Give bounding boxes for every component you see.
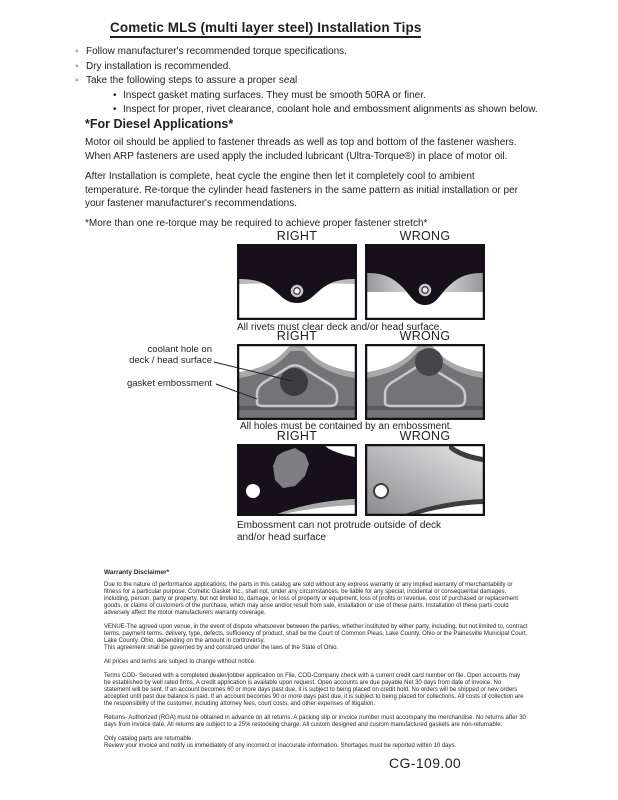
- tip-item: ◦ Dry installation is recommended.: [75, 60, 545, 75]
- row2-wrong-label: WRONG: [399, 329, 451, 343]
- protrusion-wrong-diagram: [365, 444, 485, 516]
- embossment-wrong-art: [365, 344, 485, 420]
- disclaimer-paragraph: VENUE-The agreed upon venue, in the event of dispute whatsoever between the parties, whether instituted by either party, including, but not limited to, contract terms, payment terms, delivery, type, defects, sufficiency of product, shall be the Court of Common Pleas, Lake County, Ohio or the Painesville Municipal Court, Lake County, Ohio, depending on the amount in controversy.: [104, 624, 528, 644]
- bolt-hole: [374, 484, 388, 498]
- diesel-paragraph-1: Motor oil should be applied to fastener threads as well as top and bottom of the fastener washers. When ARP fasteners are used apply the included lubricant (Ultra-Torque®) in place of motor oil.: [85, 137, 517, 162]
- disclaimer-paragraph: Review your invoice and notify us immediately of any incorrect or inaccurate information. Shortages must be reported within 10 days.: [104, 743, 457, 749]
- row1-caption: All rivets must clear deck and/or head surface.: [237, 322, 443, 333]
- diesel-paragraph-3: *More than one re-torque may be required to achieve proper fastener stretch*: [85, 218, 428, 229]
- row3-caption-line1: Embossment can not protrude outside of deck: [237, 520, 442, 531]
- disclaimer-paragraph: Due to the nature of performance applications, the parts in this catalog are sold without any express warranty or any implied warranty of merchantability or fitness for a particular purpose. Cometic Gasket Inc., shall not, under any circumstances, be liable for any special, incidental or consequential damages, including, person, party or property, but not limited to, damage, or loss of property or equipment, loss of profits or revenue, cost of purchased or replacement goods, or claims of customers of the purchase, which may arise and/or result from sale, installation or use of these parts. Installation of these parts could adversely affect the motor manufacturers warranty coverage.: [104, 582, 519, 616]
- bolt-hole: [246, 484, 260, 498]
- coolant-hole-annotation-line1: coolant hole on: [147, 344, 212, 355]
- protrusion-wrong-art: [365, 444, 485, 516]
- coolant-hole: [280, 368, 308, 396]
- rivet-center: [422, 287, 428, 293]
- row3-caption-line2: and/or head surface: [237, 532, 326, 543]
- rivet-right-diagram: [237, 244, 357, 320]
- row3-right-label: RIGHT: [276, 429, 318, 443]
- row1-right-label: RIGHT: [276, 229, 318, 243]
- rivet-center: [294, 288, 300, 294]
- page-code: CG-109.00: [389, 755, 462, 771]
- row2-caption: All holes must be contained by an embossment.: [240, 421, 453, 432]
- deck-lower-band: [239, 410, 355, 418]
- warranty-disclaimer: [104, 569, 528, 757]
- embossment-wrong-diagram: [365, 344, 485, 420]
- disclaimer-paragraph: Only catalog parts are returnable.: [104, 736, 194, 742]
- row3-wrong-label: WRONG: [399, 429, 451, 443]
- coolant-hole-annotation-line2: deck / head surface: [129, 355, 212, 366]
- disclaimer-heading: Warranty Disclaimer*: [104, 569, 170, 576]
- disclaimer-paragraph: All prices and terms are subject to change without notice.: [104, 659, 256, 665]
- row2-right-label: RIGHT: [276, 329, 318, 343]
- protrusion-right-diagram: [237, 444, 357, 516]
- tip-item: ◦ Follow manufacturer's recommended torque specifications.: [75, 45, 545, 60]
- embossment-right-diagram: [237, 344, 357, 420]
- row1-wrong-label: WRONG: [399, 229, 451, 243]
- coolant-hole: [415, 348, 443, 376]
- rivet-right-art: [237, 244, 357, 320]
- diesel-heading: *For Diesel Applications*: [85, 117, 234, 131]
- disclaimer-paragraph: Returns- Authorized (RGA) must be obtained in advance on all returns. A packing slip or invoice number must accompany the merchandise. No returns after 30 days from invoice date. All returns are subject to a 25% restocking charge. All custom designed and custom manufactured gaskets are non-returnable.: [104, 715, 526, 728]
- installation-tips-list: [75, 45, 545, 118]
- disclaimer-paragraph: Terms COD- Secured with a completed dealer/jobber application on File, COD-Company check with a current credit card number on file. Open accounts may be established by well rated firms. A credit application is available upon request. Open accounts are due payable Net 30 days from date of invoice. No statement will be sent. If an account becomes 60 or more days past due, it is subject to being placed on credit hold. No orders will be shipped or new orders accepted until past due balance is paid. If an account becomes 90 or more days past due, it is subject to being placed for collections. All costs of collection are the responsibility of the customer, including attorney fees, court costs, and other expenses of litigation.: [104, 673, 524, 707]
- embossment-annotation: gasket embossment: [126, 378, 212, 389]
- deck-lower-band: [367, 410, 483, 418]
- diesel-paragraph-2: After Installation is complete, heat cycle the engine then let it completely cool to ambient temperature. Re-torque the cylinder head fasteners in the same pattern as initial installation or per your fastener manufacturer's recommendations.: [85, 171, 519, 210]
- rivet-wrong-diagram: [365, 244, 485, 320]
- embossment-right-art: [237, 344, 357, 420]
- protrusion-right-art: [237, 444, 357, 516]
- tip-item: ◦ Take the following steps to assure a proper seal: [75, 74, 545, 89]
- disclaimer-paragraph: This agreement shall be governed by and construed under the laws of the State of Ohio.: [104, 645, 339, 651]
- page-title: Cometic MLS (multi layer steel) Installation Tips: [110, 20, 421, 38]
- tip-sub-item: • Inspect gasket mating surfaces. They must be smooth 50RA or finer.: [113, 89, 545, 104]
- rivet-wrong-art: [365, 244, 485, 320]
- tip-sub-item: • Inspect for proper, rivet clearance, coolant hole and embossment alignments as shown below.: [113, 103, 545, 118]
